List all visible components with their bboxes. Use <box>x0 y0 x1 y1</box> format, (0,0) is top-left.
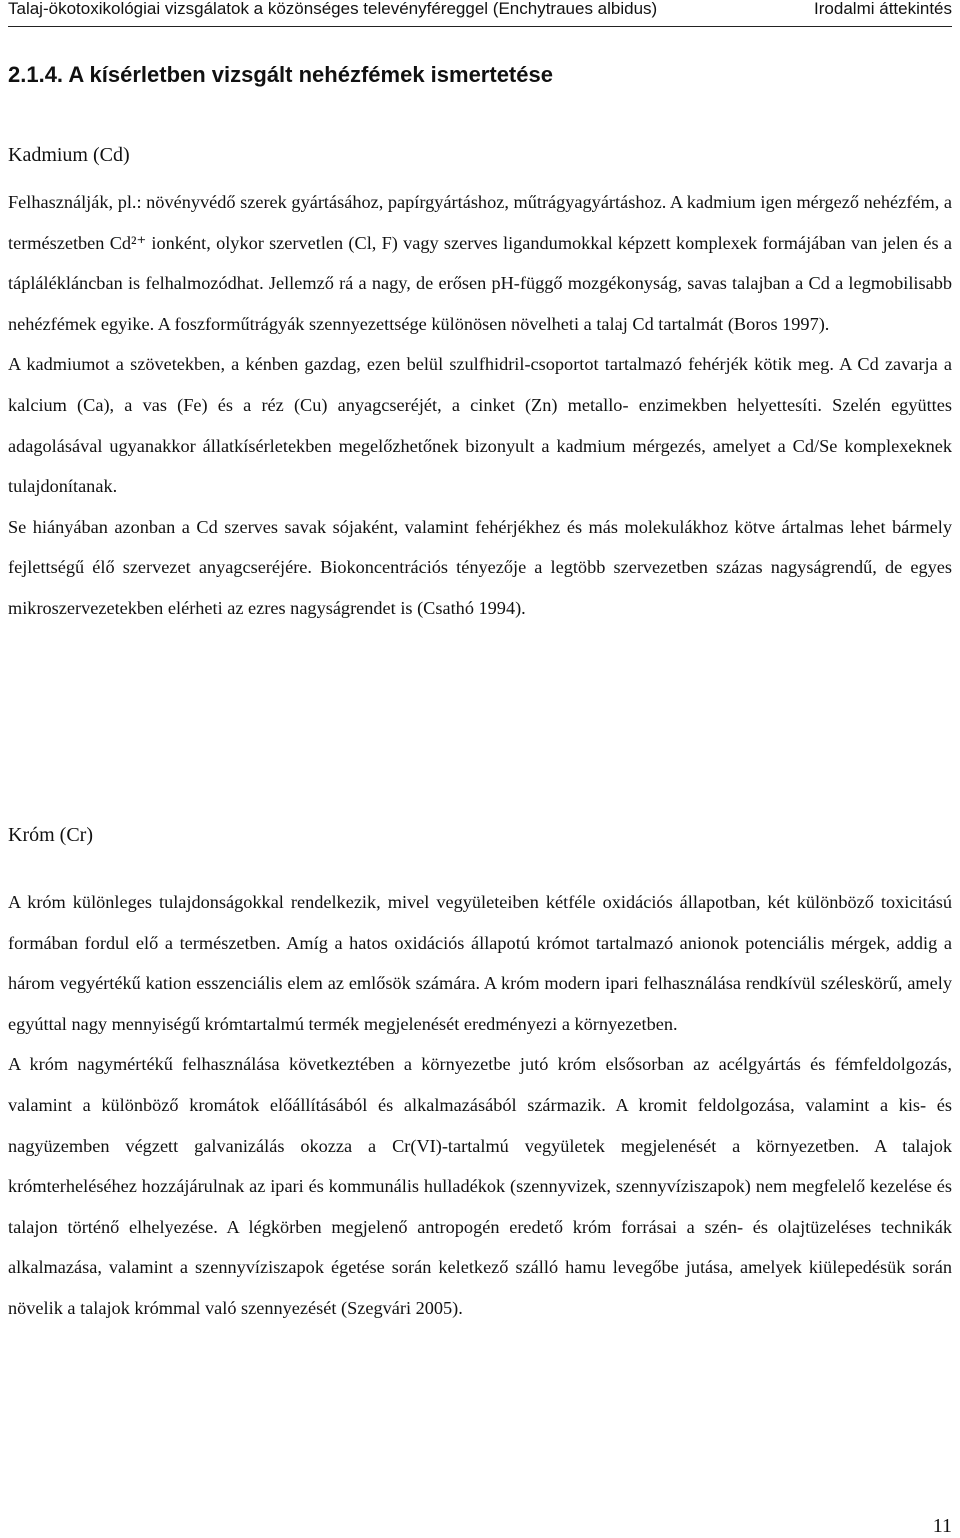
cadmium-paragraph-3: Se hiányában azonban a Cd szerves savak sójaként, valamint fehérjékhez és más molekulákhoz kötve ártalmas lehet bármely fejlettségű élő szervezet anyagcseréjére. Biokoncentrációs tényezője a legtöbb szervezetben százas nagyságrendű, de egyes mikroszervezetekben elérheti az ezres nagyságrendet is (Csathó 1994). <box>8 516 952 618</box>
chromium-text <box>8 882 952 1329</box>
chromium-paragraph-2: A króm nagymértékű felhasználása következtében a környezetbe jutó króm elsősorban az acélgyártás és fémfeldolgozás, valamint a különböző kromátok előállításából és alkalmazásából származik. A kromit feldolgozása, valamint a kis- és nagyüzemben végzett galvanizálás okozza a Cr(VI)-tartalmú vegyületek megjelenését a környezetben. A talajok krómterheléséhez hozzájárulnak az ipari és kommunális hulladékok (szennyvizek, szennyvíziszapok) nem megfelelő kezelése és talajon történő elhelyezése. A légkörben megjelenő antropogén eredető króm forrásai a szén- és olajtüzeléses technikák alkalmazása, valamint a szennyvíziszapok égetése során keletkező szálló hamu levegőbe jutása, amelyek kiülepedésük során növelik a talajok krómmal való szennyezését (Szegvári 2005). <box>8 1054 952 1318</box>
chromium-paragraph-1: A króm különleges tulajdonságokkal rendelkezik, mivel vegyületeiben kétféle oxidációs állapotban, két különböző toxicitású formában fordul elő a természetben. Amíg a hatos oxidációs állapotú krómot tartalmazó anionok potenciális mérgek, addig a három vegyértékű kation esszenciális elem az emlősök számára. A króm modern ipari felhasználása rendkívül széleskörű, amely egyúttal nagy mennyiségű krómtartalmú termék megjelenését eredményezi a környezetben. <box>8 892 952 1034</box>
running-header <box>8 0 952 27</box>
header-title: Talaj-ökotoxikológiai vizsgálatok a közönséges televényféreggel (Enchytraues albidus) <box>8 0 658 18</box>
section-title: 2.1.4. A kísérletben vizsgált nehézfémek ismertetése <box>8 62 553 87</box>
cadmium-paragraph-2: A kadmiumot a szövetekben, a kénben gazdag, ezen belül szulfhidril-csoportot tartalmazó fehérjék kötik meg. A Cd zavarja a kalcium (Ca), a vas (Fe) és a réz (Cu) anyagcseréjét, a cinket (Zn) metallo- enzimekben helyettesíti. Szelén együttes adagolásával ugyanakkor állatkísérletekben megelőzhetőnek bizonyult a kadmium mérgezés, amelyet a Cd/Se komplexeknek tulajdonítanak. <box>8 354 952 497</box>
header-section: Irodalmi áttekintés <box>814 0 952 18</box>
page-number: 11 <box>932 1515 952 1537</box>
cadmium-paragraph-1: Felhasználják, pl.: növényvédő szerek gyártásához, papírgyártáshoz, műtrágyagyártáshoz. A kadmium igen mérgező nehézfém, a természetben Cd²⁺ ionként, olykor szervetlen (Cl, F) vagy szerves ligandumokkal képzett komplexek formájában van jelen és a táplálékláncban is felhalmozódhat. Jellemző rá a nagy, de erősen pH-függő mozgékonyság, savas talajban a Cd a legmobilisabb nehézfémek egyike. A foszforműtrágyák szennyezettsége különösen növelheti a talaj Cd tartalmát (Boros 1997). <box>8 192 952 334</box>
cadmium-heading: Kadmium (Cd) <box>8 144 130 166</box>
chromium-heading: Króm (Cr) <box>8 824 93 846</box>
cadmium-text <box>8 182 952 629</box>
